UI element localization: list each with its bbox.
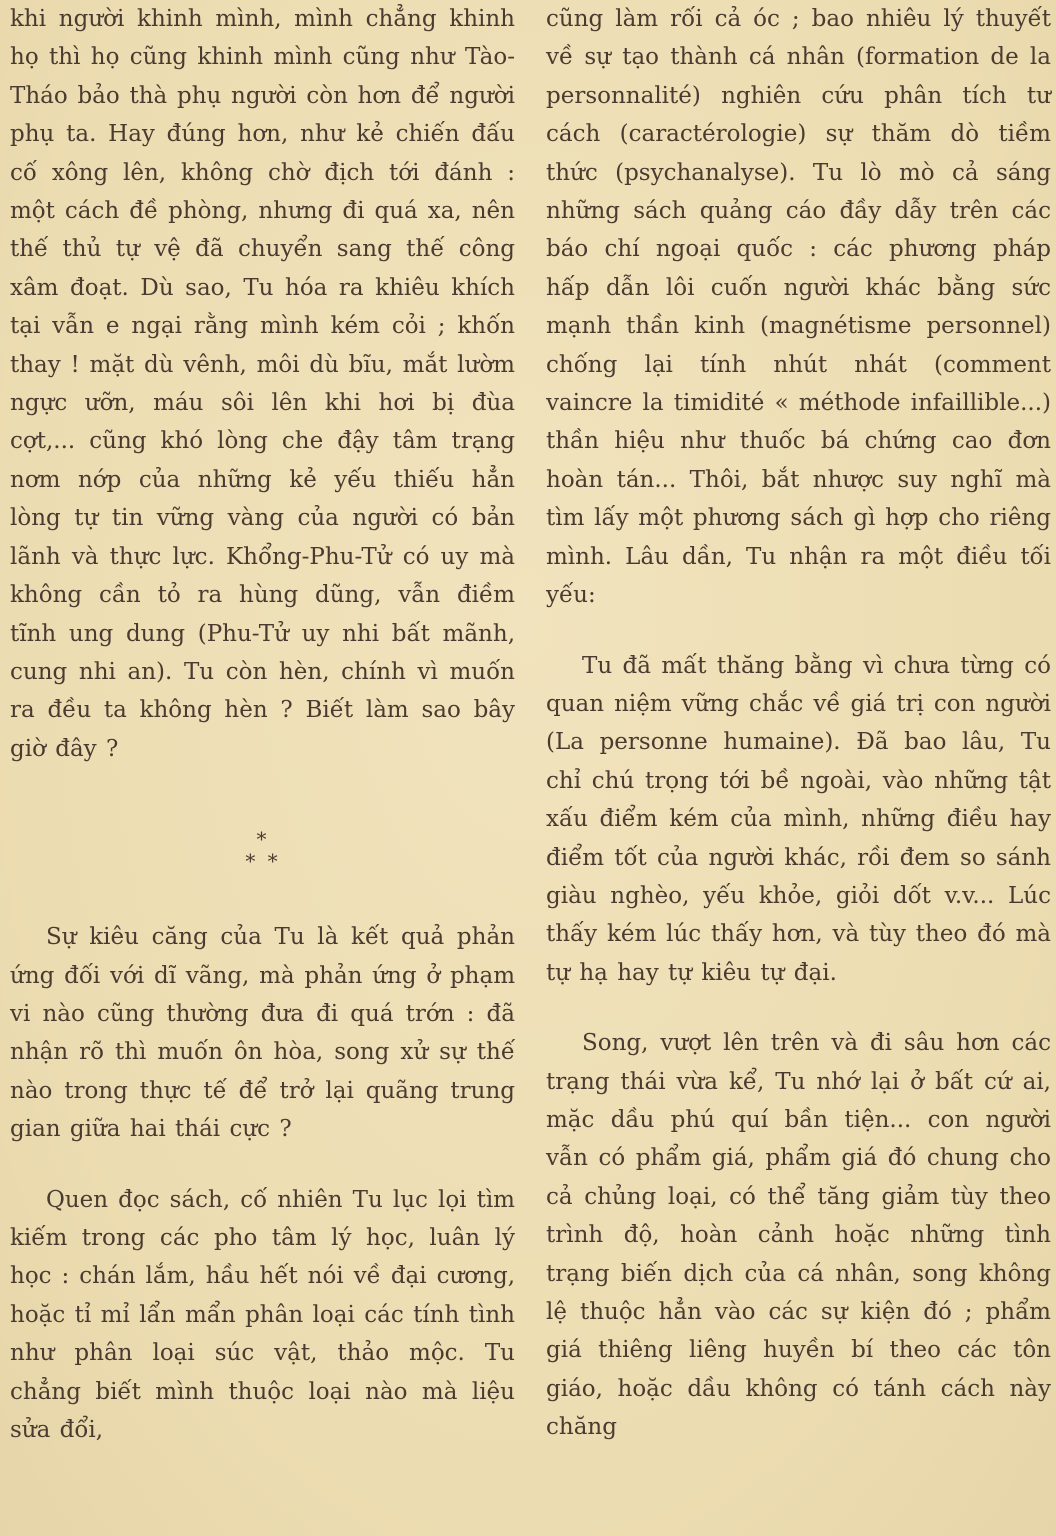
separator-star-top: * [256, 827, 269, 852]
left-paragraph-2: Sự kiêu căng của Tu là kết quả phản ứng đối với dĩ vãng, mà phản ứng ở phạm vi nào cũng thường đưa đi quá trớn : đã nhận rõ thì muốn ôn hòa, song xử sự thế nào trong thực tế để trở lại quãng trung gian giữa hai thái cực ? [10, 924, 515, 1143]
right-paragraph-1: cũng làm rối cả óc ; bao nhiêu lý thuyết về sự tạo thành cá nhân (formation de la personnalité) nghiên cứu phân tích tư cách (caractérologie) sự thăm dò tiềm thức (psychanalyse). Tu lò mò cả sáng những sách quảng cáo đầy dẫy trên các báo chí ngoại quốc : các phương pháp hấp dẫn lôi cuốn người khác bằng sức mạnh thần kinh (magnétisme personnel) chống lại tính nhút nhát (comment vaincre la timidité « méthode infaillible...) thần hiệu như thuốc bá chứng cao đơn hoàn tán... Thôi, bắt nhược suy nghĩ mà tìm lấy một phương sách gì hợp cho riêng mình. Lâu dần, Tu nhận ra một điều tối yếu: [546, 6, 1051, 609]
paragraph-gap [546, 615, 1051, 647]
separator-star-bottom: * * [245, 849, 280, 874]
left-paragraph-3: Quen đọc sách, cố nhiên Tu lục lọi tìm kiếm trong các pho tâm lý học, luân lý học : chán lắm, hầu hết nói về đại cương, hoặc tỉ mỉ lẩn mẩn phân loại các tính tình như phân loại súc vật, thảo mộc. Tu chẳng biết mình thuộc loại nào mà liệu sửa đổi, [10, 1186, 515, 1443]
left-column [10, 0, 515, 1449]
right-paragraph-2: Tu đã mất thăng bằng vì chưa từng có quan niệm vững chắc về giá trị con người (La personne humaine). Đã bao lâu, Tu chỉ chú trọng tới bề ngoài, vào những tật xấu điểm kém của mình, những điều hay điểm tốt của người khác, rồi đem so sánh giàu nghèo, yếu khỏe, giỏi dốt v.v... Lúc thấy kém lúc thấy hơn, và tùy theo đó mà tự hạ hay tự kiêu tự đại. [546, 652, 1051, 986]
section-separator [10, 768, 515, 918]
right-paragraph-3: Song, vượt lên trên và đi sâu hơn các trạng thái vừa kể, Tu nhớ lại ở bất cứ ai, mặc dầu phú quí bần tiện... con người vẫn có phẩm giá, phẩm giá đó chung cho cả chủng loại, có thể tăng giảm tùy theo trình độ, hoàn cảnh hoặc những tình trạng biến dịch của cá nhân, song không lệ thuộc hẳn vào các sự kiện đó ; phẩm giá thiêng liêng huyền bí theo các tôn giáo, hoặc dầu không có tánh cách này chăng [546, 1030, 1051, 1441]
paragraph-gap [546, 992, 1051, 1024]
left-paragraph-1: khi người khinh mình, mình chẳng khinh họ thì họ cũng khinh mình cũng như Tào-Tháo bảo thà phụ người còn hơn để người phụ ta. Hay đúng hơn, như kẻ chiến đấu cố xông lên, không chờ địch tới đánh : một cách đề phòng, nhưng đi quá xa, nên thế thủ tự vệ đã chuyển sang thế công xâm đoạt. Dù sao, Tu hóa ra khiêu khích tại vẫn e ngại rằng mình kém cỏi ; khốn thay ! mặt dù vênh, môi dù bĩu, mắt lườm ngực ưỡn, máu sôi lên khi hơi bị đùa cợt,... cũng khó lòng che đậy tâm trạng nơm nớp của những kẻ yếu thiếu hẳn lòng tự tin vững vàng của người có bản lãnh và thực lực. Khổng-Phu-Tử có uy mà không cần tỏ ra hùng dũng, vẫn điềm tĩnh ung dung (Phu-Tử uy nhi bất mãnh, cung nhi an). Tu còn hèn, chính vì muốn ra đều ta không hèn ? Biết làm sao bây giờ đây ? [10, 6, 515, 762]
paragraph-gap [10, 1149, 515, 1181]
right-column [546, 0, 1051, 1447]
